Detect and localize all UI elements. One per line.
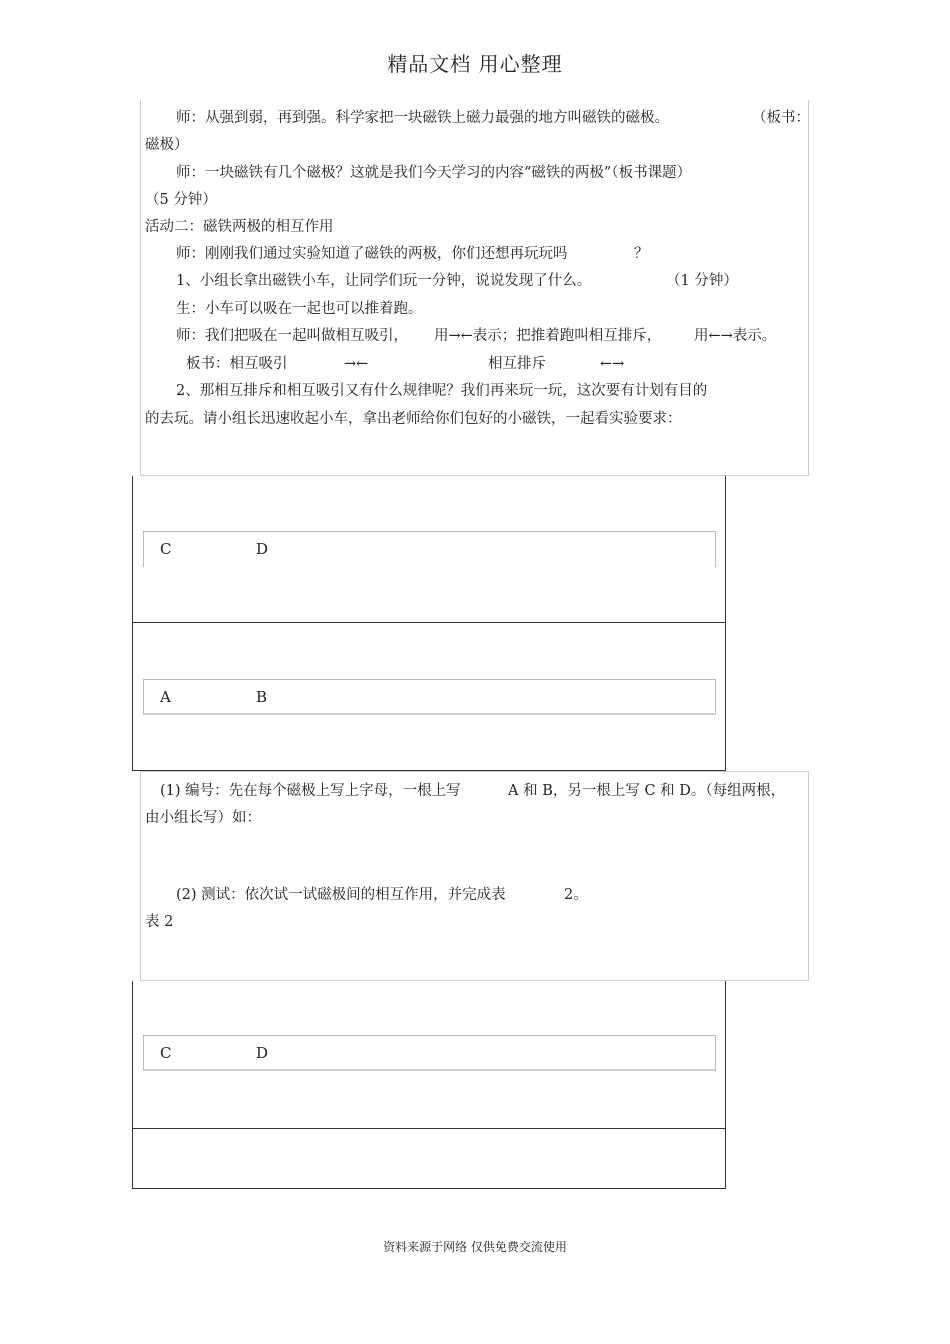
text-line: 由小组长写）如：	[145, 810, 261, 826]
table-caption: 表 2	[145, 914, 174, 930]
text-line: （5 分钟）	[145, 192, 217, 208]
magnet-pole-label: C	[160, 540, 172, 558]
section2-frame	[140, 771, 809, 981]
page-header: 精品文档 用心整理	[387, 52, 563, 76]
text-line: 2。	[564, 887, 588, 903]
text-line: 1、小组长拿出磁铁小车，让同学们玩一分钟，说说发现了什么。	[176, 273, 592, 289]
magnet-pole-label: A	[160, 688, 171, 706]
text-line: 磁极）	[145, 137, 189, 153]
text-line: ？	[634, 246, 649, 262]
text-line: (1) 编号：先在每个磁极上写上字母，一根上写	[160, 783, 461, 799]
text-line: 生：小车可以吸在一起也可以推着跑。	[176, 301, 423, 317]
board-symbol: →←	[344, 356, 369, 372]
magnet-bar-cd	[143, 531, 716, 567]
magnet-pole-label: C	[160, 1044, 172, 1062]
text-line: A 和 B，另一根上写 C 和 D。（每组两根，	[508, 783, 786, 799]
text-line: 师：从强到弱，再到强。科学家把一块磁铁上磁力最强的地方叫磁铁的磁极。	[176, 110, 669, 126]
magnet-figure-box	[132, 476, 726, 771]
board-label: 相互排斥	[488, 356, 546, 372]
text-line: 师：刚刚我们通过实验知道了磁铁的两极，你们还想再玩玩吗	[176, 246, 568, 262]
page-footer: 资料来源于网络 仅供免费交流使用	[383, 1240, 567, 1254]
text-line: 师：一块磁铁有几个磁极？这就是我们今天学习的内容“磁铁的两极”（板书课题）	[176, 165, 692, 181]
text-line: 2、那相互排斥和相互吸引又有什么规律呢？我们再来玩一玩，这次要有计划有目的	[176, 383, 708, 399]
figure-divider	[132, 622, 726, 623]
magnet-bar-cd	[143, 1035, 716, 1071]
text-line: （1 分钟）	[666, 273, 738, 289]
magnet-bar-ab	[143, 679, 716, 715]
text-line: （板书：	[752, 110, 810, 126]
text-line: 师：我们把吸在一起叫做相互吸引，	[176, 328, 408, 344]
board-label: 板书：相互吸引	[186, 356, 288, 372]
text-line: 的去玩。请小组长迅速收起小车，拿出老师给你们包好的小磁铁，一起看实验要求：	[145, 411, 682, 427]
magnet-pole-label: D	[256, 540, 269, 558]
board-symbol: ←→	[600, 356, 625, 372]
text-line: 用←→表示。	[694, 328, 777, 344]
text-line: 用→←表示；把推着跑叫相互排斥，	[434, 328, 662, 344]
magnet-pole-label: D	[256, 1044, 269, 1062]
text-line: 活动二：磁铁两极的相互作用	[145, 219, 334, 235]
table2-divider	[132, 1128, 726, 1129]
magnet-pole-label: B	[256, 688, 268, 706]
text-line: (2) 测试：依次试一试磁极间的相互作用，并完成表	[176, 887, 506, 903]
table2-box	[132, 981, 726, 1189]
